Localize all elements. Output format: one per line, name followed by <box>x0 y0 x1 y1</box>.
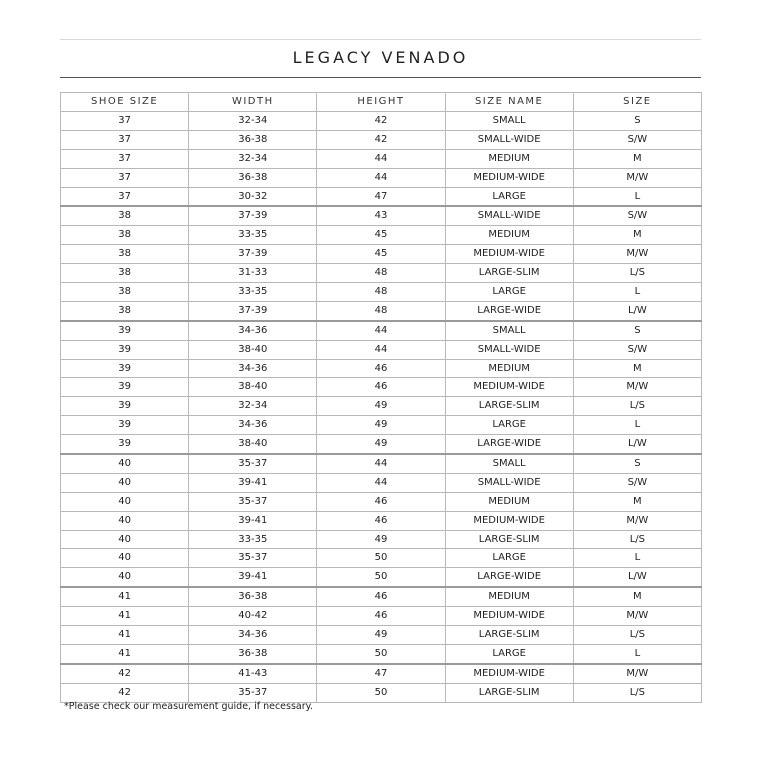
size-name-cell: LARGE-WIDE <box>445 435 573 454</box>
size-code-cell: M/W <box>573 168 701 187</box>
top-divider <box>60 39 701 40</box>
size-name-cell: MEDIUM-WIDE <box>445 664 573 683</box>
shoe-size-cell: 37 <box>61 187 189 206</box>
page-title: LEGACY VENADO <box>292 48 469 67</box>
size-code-cell: S <box>573 112 701 131</box>
height-cell: 50 <box>317 683 445 702</box>
shoe-size-cell: 37 <box>61 149 189 168</box>
size-name-cell: LARGE <box>445 416 573 435</box>
table-row <box>61 435 702 454</box>
shoe-size-cell: 38 <box>61 226 189 245</box>
table-row <box>61 206 702 225</box>
size-code-cell: S/W <box>573 473 701 492</box>
table-row <box>61 130 702 149</box>
size-name-cell: MEDIUM-WIDE <box>445 378 573 397</box>
size-code-cell: L/S <box>573 683 701 702</box>
width-cell: 33-35 <box>189 530 317 549</box>
height-cell: 44 <box>317 473 445 492</box>
size-code-cell: M <box>573 587 701 606</box>
table-row <box>61 187 702 206</box>
height-cell: 49 <box>317 530 445 549</box>
table-body <box>61 112 702 703</box>
height-cell: 44 <box>317 168 445 187</box>
shoe-size-cell: 39 <box>61 321 189 340</box>
size-code-cell: L/S <box>573 397 701 416</box>
table-row <box>61 149 702 168</box>
width-cell: 32-34 <box>189 397 317 416</box>
width-cell: 35-37 <box>189 549 317 568</box>
size-name-cell: LARGE <box>445 283 573 302</box>
column-header-shoe-size: SHOE SIZE <box>61 93 189 112</box>
shoe-size-cell: 39 <box>61 416 189 435</box>
size-code-cell: M/W <box>573 664 701 683</box>
height-cell: 44 <box>317 321 445 340</box>
table-row <box>61 264 702 283</box>
size-code-cell: M/W <box>573 607 701 626</box>
height-cell: 50 <box>317 644 445 663</box>
width-cell: 35-37 <box>189 492 317 511</box>
height-cell: 49 <box>317 416 445 435</box>
width-cell: 39-41 <box>189 473 317 492</box>
size-code-cell: L/S <box>573 530 701 549</box>
table-row <box>61 587 702 606</box>
shoe-size-cell: 37 <box>61 112 189 131</box>
width-cell: 37-39 <box>189 206 317 225</box>
height-cell: 48 <box>317 264 445 283</box>
size-name-cell: MEDIUM-WIDE <box>445 607 573 626</box>
column-header-width: WIDTH <box>189 93 317 112</box>
footnote: *Please check our measurement guide, if necessary. <box>64 701 313 712</box>
column-header-size-name: SIZE NAME <box>445 93 573 112</box>
size-code-cell: M <box>573 359 701 378</box>
size-name-cell: LARGE <box>445 549 573 568</box>
width-cell: 38-40 <box>189 378 317 397</box>
size-code-cell: S/W <box>573 340 701 359</box>
size-name-cell: SMALL-WIDE <box>445 206 573 225</box>
size-name-cell: MEDIUM <box>445 226 573 245</box>
height-cell: 47 <box>317 664 445 683</box>
height-cell: 44 <box>317 340 445 359</box>
size-name-cell: LARGE-SLIM <box>445 530 573 549</box>
size-name-cell: MEDIUM <box>445 587 573 606</box>
size-name-cell: MEDIUM <box>445 359 573 378</box>
size-name-cell: LARGE-SLIM <box>445 683 573 702</box>
shoe-size-cell: 38 <box>61 301 189 320</box>
height-cell: 45 <box>317 245 445 264</box>
size-code-cell: L/S <box>573 626 701 645</box>
table-row <box>61 416 702 435</box>
shoe-size-cell: 40 <box>61 511 189 530</box>
size-code-cell: M/W <box>573 378 701 397</box>
shoe-size-cell: 41 <box>61 644 189 663</box>
height-cell: 48 <box>317 301 445 320</box>
width-cell: 32-34 <box>189 149 317 168</box>
height-cell: 43 <box>317 206 445 225</box>
shoe-size-cell: 41 <box>61 587 189 606</box>
table-header-row <box>61 93 702 112</box>
shoe-size-cell: 40 <box>61 530 189 549</box>
shoe-size-cell: 40 <box>61 568 189 587</box>
size-name-cell: SMALL <box>445 454 573 473</box>
size-name-cell: MEDIUM <box>445 149 573 168</box>
size-code-cell: L/W <box>573 568 701 587</box>
table-row <box>61 245 702 264</box>
table-row <box>61 568 702 587</box>
size-chart-table <box>60 92 702 703</box>
size-name-cell: LARGE-SLIM <box>445 626 573 645</box>
size-name-cell: LARGE <box>445 187 573 206</box>
table-row <box>61 454 702 473</box>
size-name-cell: LARGE <box>445 644 573 663</box>
shoe-size-cell: 38 <box>61 245 189 264</box>
shoe-size-cell: 39 <box>61 340 189 359</box>
table-row <box>61 607 702 626</box>
size-name-cell: SMALL <box>445 112 573 131</box>
table-row <box>61 683 702 702</box>
table-row <box>61 340 702 359</box>
height-cell: 42 <box>317 130 445 149</box>
column-header-size: SIZE <box>573 93 701 112</box>
column-header-height: HEIGHT <box>317 93 445 112</box>
size-name-cell: MEDIUM-WIDE <box>445 511 573 530</box>
size-name-cell: SMALL-WIDE <box>445 340 573 359</box>
shoe-size-cell: 41 <box>61 626 189 645</box>
width-cell: 34-36 <box>189 416 317 435</box>
size-code-cell: M <box>573 149 701 168</box>
table-row <box>61 378 702 397</box>
size-code-cell: L <box>573 644 701 663</box>
width-cell: 35-37 <box>189 454 317 473</box>
table-row <box>61 226 702 245</box>
height-cell: 46 <box>317 359 445 378</box>
size-code-cell: S <box>573 321 701 340</box>
size-code-cell: L/W <box>573 301 701 320</box>
title-divider <box>60 77 701 78</box>
table-row <box>61 644 702 663</box>
shoe-size-cell: 39 <box>61 378 189 397</box>
size-code-cell: L/S <box>573 264 701 283</box>
width-cell: 31-33 <box>189 264 317 283</box>
size-name-cell: MEDIUM-WIDE <box>445 245 573 264</box>
table-row <box>61 397 702 416</box>
shoe-size-cell: 38 <box>61 283 189 302</box>
width-cell: 34-36 <box>189 359 317 378</box>
table-row <box>61 626 702 645</box>
table-row <box>61 112 702 131</box>
table-row <box>61 359 702 378</box>
width-cell: 40-42 <box>189 607 317 626</box>
size-code-cell: L <box>573 187 701 206</box>
width-cell: 37-39 <box>189 301 317 320</box>
shoe-size-cell: 41 <box>61 607 189 626</box>
size-name-cell: LARGE-WIDE <box>445 301 573 320</box>
height-cell: 50 <box>317 549 445 568</box>
height-cell: 46 <box>317 378 445 397</box>
width-cell: 30-32 <box>189 187 317 206</box>
height-cell: 49 <box>317 626 445 645</box>
size-code-cell: L <box>573 416 701 435</box>
width-cell: 36-38 <box>189 130 317 149</box>
shoe-size-cell: 42 <box>61 664 189 683</box>
height-cell: 46 <box>317 492 445 511</box>
height-cell: 50 <box>317 568 445 587</box>
width-cell: 33-35 <box>189 283 317 302</box>
height-cell: 45 <box>317 226 445 245</box>
size-name-cell: LARGE-SLIM <box>445 264 573 283</box>
table-row <box>61 473 702 492</box>
size-code-cell: S/W <box>573 206 701 225</box>
size-code-cell: M/W <box>573 245 701 264</box>
shoe-size-cell: 37 <box>61 130 189 149</box>
table-row <box>61 530 702 549</box>
width-cell: 36-38 <box>189 168 317 187</box>
width-cell: 35-37 <box>189 683 317 702</box>
shoe-size-cell: 40 <box>61 492 189 511</box>
width-cell: 34-36 <box>189 321 317 340</box>
size-name-cell: LARGE-SLIM <box>445 397 573 416</box>
table-row <box>61 664 702 683</box>
width-cell: 32-34 <box>189 112 317 131</box>
size-code-cell: L/W <box>573 435 701 454</box>
width-cell: 33-35 <box>189 226 317 245</box>
width-cell: 41-43 <box>189 664 317 683</box>
height-cell: 44 <box>317 149 445 168</box>
shoe-size-cell: 39 <box>61 359 189 378</box>
size-code-cell: S <box>573 454 701 473</box>
size-name-cell: LARGE-WIDE <box>445 568 573 587</box>
width-cell: 38-40 <box>189 435 317 454</box>
width-cell: 36-38 <box>189 644 317 663</box>
width-cell: 38-40 <box>189 340 317 359</box>
width-cell: 39-41 <box>189 568 317 587</box>
shoe-size-cell: 42 <box>61 683 189 702</box>
size-code-cell: S/W <box>573 130 701 149</box>
size-name-cell: SMALL-WIDE <box>445 130 573 149</box>
size-name-cell: SMALL <box>445 321 573 340</box>
size-code-cell: M/W <box>573 511 701 530</box>
size-code-cell: M <box>573 226 701 245</box>
width-cell: 39-41 <box>189 511 317 530</box>
size-code-cell: L <box>573 549 701 568</box>
shoe-size-cell: 39 <box>61 435 189 454</box>
width-cell: 37-39 <box>189 245 317 264</box>
table-row <box>61 283 702 302</box>
shoe-size-cell: 40 <box>61 473 189 492</box>
size-name-cell: MEDIUM-WIDE <box>445 168 573 187</box>
table-row <box>61 168 702 187</box>
shoe-size-cell: 40 <box>61 454 189 473</box>
table-row <box>61 321 702 340</box>
shoe-size-cell: 40 <box>61 549 189 568</box>
height-cell: 49 <box>317 397 445 416</box>
table-row <box>61 511 702 530</box>
size-code-cell: M <box>573 492 701 511</box>
height-cell: 46 <box>317 607 445 626</box>
width-cell: 36-38 <box>189 587 317 606</box>
height-cell: 47 <box>317 187 445 206</box>
table-row <box>61 301 702 320</box>
table-row <box>61 549 702 568</box>
shoe-size-cell: 38 <box>61 264 189 283</box>
table-row <box>61 492 702 511</box>
shoe-size-cell: 39 <box>61 397 189 416</box>
height-cell: 44 <box>317 454 445 473</box>
size-name-cell: SMALL-WIDE <box>445 473 573 492</box>
width-cell: 34-36 <box>189 626 317 645</box>
shoe-size-cell: 38 <box>61 206 189 225</box>
height-cell: 42 <box>317 112 445 131</box>
height-cell: 49 <box>317 435 445 454</box>
size-code-cell: L <box>573 283 701 302</box>
height-cell: 48 <box>317 283 445 302</box>
size-name-cell: MEDIUM <box>445 492 573 511</box>
height-cell: 46 <box>317 511 445 530</box>
shoe-size-cell: 37 <box>61 168 189 187</box>
height-cell: 46 <box>317 587 445 606</box>
